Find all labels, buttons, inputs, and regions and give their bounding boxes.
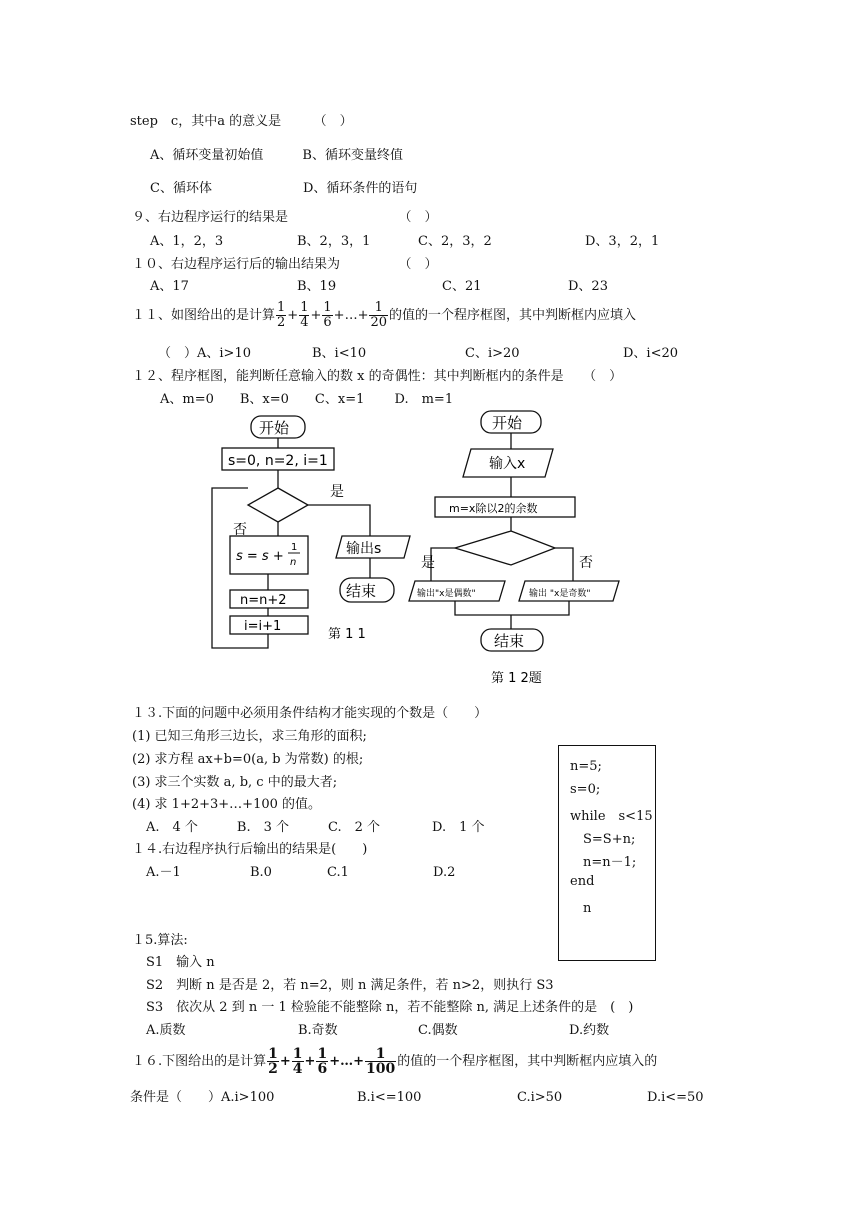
q13-stem: １３.下面的问题中必须用条件结构才能实现的个数是（ ）: [132, 706, 488, 721]
q8-stem: step c，其中a 的意义是 （ ）: [130, 114, 353, 129]
fc11-yes: 是: [330, 484, 344, 500]
q9-option-b: B、2，3，1: [297, 234, 371, 249]
q13-options: A. 4 个 B. 3 个 C. 2 个 D. 1 个: [146, 820, 485, 835]
fc11-no: 否: [233, 522, 247, 538]
plus-sign: +: [310, 308, 322, 323]
q15-stem: １5.算法:: [132, 933, 188, 948]
fc12-end: 结束: [494, 632, 525, 650]
code-line: s=0;: [570, 782, 601, 797]
fraction: $\frac{1}{2}$: [277, 300, 286, 330]
code-line: S=S+n;: [570, 832, 636, 847]
fc12-input: 输入x: [489, 456, 526, 472]
q8-options-cd: C、循环体 D、循环条件的语句: [150, 181, 418, 196]
q16-option-d: D.i<=50: [647, 1090, 704, 1105]
q11-suffix: 的值的一个程序框图，其中判断框内应填入: [389, 308, 637, 323]
q8-options-ab: A、循环变量初始值 B、循环变量终值: [150, 148, 403, 163]
q13-item-4: (4) 求 1+2+3+…+100 的值。: [132, 797, 322, 812]
code-line: n=n－1;: [570, 855, 637, 870]
q10-option-c: C、21: [442, 279, 482, 294]
q10-stem: １０、右边程序运行后的输出结果为 （ ）: [132, 257, 438, 272]
fc12-caption: 第 1 2题: [491, 671, 542, 686]
q14-option-b: B.0: [250, 865, 272, 880]
q15-option-c: C.偶数: [418, 1023, 458, 1038]
fc11-n-inc: n=n+2: [240, 593, 287, 608]
q11-option-a: （ ）A、i>10: [158, 346, 251, 361]
q11-option-c: C、i>20: [465, 346, 520, 361]
fc11-caption: 第 1 1: [328, 627, 366, 642]
q11-option-d: D、i<20: [623, 346, 679, 361]
q16-prefix: １６.下图给出的是计算: [132, 1054, 267, 1069]
fraction: $\frac{1}{6}$: [317, 1046, 328, 1077]
q14-option-d: D.2: [433, 865, 456, 880]
fc11-frac-n: 1: [291, 542, 298, 553]
q9-option-c: C、2，3，2: [418, 234, 492, 249]
fraction: $\frac{1}{2}$: [268, 1046, 278, 1077]
fc11-update-s: s = s +: [236, 549, 284, 564]
plus-sign: +: [287, 308, 299, 323]
q15-step-3: S3 依次从 2 到 n 一 1 检验能不能整除 n，若不能整除 n, 满足上述条件的是 ( ): [146, 1000, 634, 1015]
fc12-compute: m=x除以2的余数: [449, 502, 538, 515]
fc12-out-even: 输出"x是偶数": [417, 589, 476, 599]
plus-sign: +: [279, 1054, 291, 1069]
fraction: $\frac{1}{6}$: [323, 300, 332, 330]
fraction: $\frac{1}{4}$: [292, 1046, 303, 1077]
q15-option-b: B.奇数: [298, 1023, 338, 1038]
fc12-start: 开始: [492, 414, 523, 432]
q15-step-2: S2 判断 n 是否是 2，若 n=2，则 n 满足条件，若 n>2，则执行 S3: [146, 978, 554, 993]
q14-stem: １４.右边程序执行后输出的结果是( ): [132, 842, 368, 857]
fc11-init: s=0, n=2, i=1: [228, 453, 328, 469]
q16-stem: [132, 1044, 657, 1080]
q9-stem: ９、右边程序运行的结果是 （ ）: [132, 210, 438, 225]
q9-option-d: D、3，2，1: [585, 234, 660, 249]
fraction: $\frac{1}{100}$: [366, 1046, 396, 1077]
q13-item-2: (2) 求方程 ax+b=0(a, b 为常数) 的根;: [132, 752, 364, 767]
code-line: end: [570, 874, 595, 889]
q16-suffix: 的值的一个程序框图，其中判断框内应填入的: [397, 1054, 658, 1069]
q9-option-a: A、1，2，3: [150, 234, 224, 249]
q15-step-1: S1 输入 n: [146, 955, 215, 970]
ellipsis: +…+: [333, 308, 369, 323]
fc11-output: 输出s: [346, 541, 382, 557]
fraction: $\frac{1}{4}$: [300, 300, 309, 330]
q13-item-1: (1) 已知三角形三边长，求三角形的面积;: [132, 729, 367, 744]
fc11-start: 开始: [259, 419, 290, 437]
q11-option-b: B、i<10: [312, 346, 367, 361]
q16-option-a: 条件是（ ）A.i>100: [130, 1090, 275, 1105]
fc11-frac-d: n: [290, 557, 297, 568]
code-line: while s<15: [570, 809, 653, 824]
q13-item-3: (3) 求三个实数 a, b, c 中的最大者;: [132, 775, 338, 790]
q12-options: A、m=0 B、x=0 C、x=1 D. m=1: [160, 392, 454, 407]
q16-option-b: B.i<=100: [357, 1090, 422, 1105]
fc11-i-inc: i=i+1: [244, 619, 282, 634]
fc12-no: 否: [579, 555, 593, 571]
q12-stem: １２、程序框图，能判断任意输入的数 x 的奇偶性：其中判断框内的条件是 （ ）: [132, 369, 623, 384]
q14-option-a: A.－1: [146, 865, 181, 880]
q15-option-a: A.质数: [146, 1023, 186, 1038]
q14-option-c: C.1: [327, 865, 349, 880]
fc11-end: 结束: [346, 582, 377, 600]
flowchart-q11: [200, 410, 420, 650]
code-line: n=5;: [570, 759, 602, 774]
q10-option-a: A、17: [150, 279, 189, 294]
fc12-yes: 是: [421, 555, 435, 571]
code-line: n: [570, 901, 592, 916]
q10-option-b: B、19: [297, 279, 337, 294]
fraction: $\frac{1}{20}$: [370, 300, 388, 330]
q10-option-d: D、23: [568, 279, 608, 294]
plus-sign: +: [304, 1054, 316, 1069]
q15-option-d: D.约数: [569, 1023, 610, 1038]
ellipsis: +…+: [329, 1054, 364, 1069]
q16-option-c: C.i>50: [517, 1090, 563, 1105]
flowchart-q12: [405, 405, 635, 695]
q11-stem: [132, 300, 636, 332]
q11-prefix: １１、如图给出的是计算: [132, 308, 276, 323]
fc12-out-odd: 输出 "x是奇数": [529, 589, 591, 599]
